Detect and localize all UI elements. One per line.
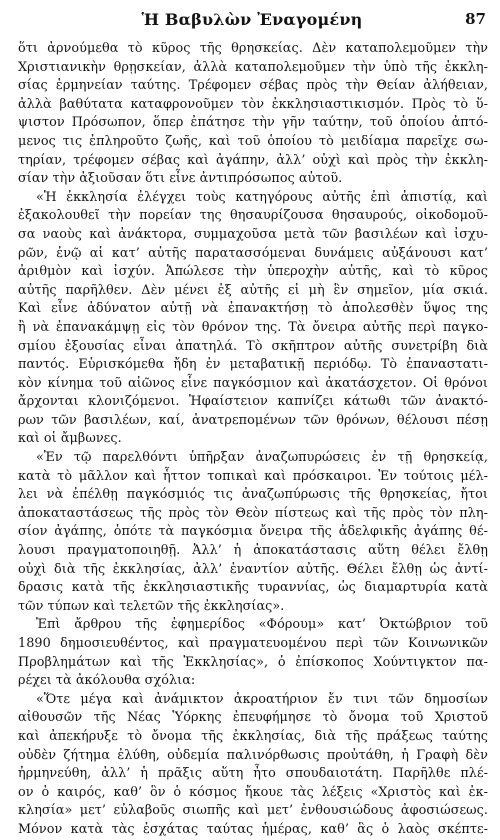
text-line: παντός. Εὑρισκόμεθα ἤδη ἐν μεταβατικῇ περιόδῳ. Τὸ ἐπαναστατι- xyxy=(18,357,488,373)
text-line: ρων τῶν βασιλέων, καί, ἀνατρεπομένων τῶν θρόνων, θέλουσι πέσῃ xyxy=(18,412,488,428)
text-line: Χριστιανικὴν θρῃσκείαν, ἀλλὰ καταπολεμοῦμεν τὴν ὑπὸ τῆς ἐκκλη- xyxy=(18,59,488,75)
text-line: οὐχὶ διὰ τῆς ἐκκλησίας, ἀλλ’ ἐναντίον αὐτῆς. Θέλει ἔλθῃ ὡς ἀντί- xyxy=(18,561,488,577)
page-number: 87 xyxy=(465,10,486,28)
text-line: ἄρχονται κλονιζόμενοι. Ἡφαίστειον καπνίζει κάτωθι τῶν ἀνακτό- xyxy=(18,394,488,410)
text-line: ἐξακολουθεῖ τὴν πορείαν της θησαυρίζουσα θησαυρούς, οἰκοδομοῦ- xyxy=(18,208,488,224)
text-line: κὸν κίνημα τοῦ αἰῶνος εἶνε παγκόσμιον καὶ ἀκατάσχετον. Οἱ θρόνοι xyxy=(18,375,488,391)
text-line: «Ἐν τῷ παρελθόντι ὑπῆρξαν ἀναζωπυρώσεις ἐν τῇ θρησκείᾳ, xyxy=(36,450,488,466)
text-line: 1890 δημοσιευθέντος, καὶ πραγματευομένου περὶ τῶν Κοινωνικῶν xyxy=(18,636,488,651)
text-line: οὐδὲν ζήτημα ἐλύθη, οὐδεμία παλινόρθωσις προὐτάθη, ἡ Γραφὴ δὲν xyxy=(18,747,488,763)
text-line: καὶ ἀπεκήρυξε τὸ ὄνομα τῆς ἐκκλησίας, διὰ τῆς πράξεως ταύτης xyxy=(18,728,488,744)
text-line: κατὰ τὸ μᾶλλον καὶ ἧττον τοπικαὶ καὶ πρόσκαιροι. Ἐν τούτοις μέλ- xyxy=(18,468,488,484)
text-line: ψιστον Πρόσωπον, ὅπερ ἐπάτησε τὴν γῆν ταύτην, τοῦ ὁποίου ἀπτό- xyxy=(18,115,488,131)
text-line: ἠρμηνεύθη, ἀλλ’ ἡ πρᾶξις αὕτη ἦτο σπουδαιοτάτη. Παρῆλθε πλέ- xyxy=(18,766,488,782)
text-line: Μόνον κατὰ τὰς ἐσχάτας ταύτας ἡμέρας, καθ’ ἃς ὁ λαὸς σκέπτε- xyxy=(18,821,488,837)
text-line: ον ὁ καιρός, καθ’ ὃν ὁ κόσμος ἤκουε τὰς λέξεις «Χριστὸς καὶ ἐκ- xyxy=(18,784,488,800)
text-line: λουσι πραγματοποιηθῇ. Ἀλλ’ ἡ ἀποκατάστασις αὕτη θέλει ἔλθῃ xyxy=(18,543,488,559)
text-line: «Ἡ ἐκκλησία ἐλέγχει τοὺς κατηγόρους αὐτῆς ἐπὶ ἀπιστίᾳ, καὶ xyxy=(36,189,488,205)
running-header xyxy=(18,10,486,32)
text-line: ἢ νὰ ἐπανακάμψῃ εἰς τὸν θρόνον της. Τὰ ὄνειρα αὐτῆς περὶ παγκο- xyxy=(18,319,488,335)
text-line: Καὶ εἶνε ἀδύνατον αὐτῇ νὰ ἐπανακτήσῃ τὸ ἀπολεσθὲν ὕψος της xyxy=(18,301,488,317)
text-line: τῶν τύπων καὶ τελετῶν τῆς ἐκκλησίας». xyxy=(18,598,285,614)
text-line: σίαν τὴν ἀξιοῦσαν ὅτι εἶνε ἀντιπρόσωπος αὐτοῦ. xyxy=(18,171,343,187)
text-line: ἀριθμὸν καὶ ἰσχύν. Ἀπώλεσε τὴν ὑπεροχὴν αὐτῆς, καὶ τὸ κῦρος xyxy=(18,264,488,280)
text-line: σμίου ἐξουσίας εἶναι ἀπατηλά. Τὸ σκῆπτρον αὐτῆς συνετρίβη διὰ xyxy=(18,338,488,354)
text-line: Ἐπὶ ἄρθρου τῆς ἐφημερίδος «Φόρουμ» κατ’ Ὀκτώβριον τοῦ xyxy=(36,617,488,633)
body-text xyxy=(18,40,488,840)
text-line: αἰθουσῶν τῆς Νέας Ὑόρκης ἐπευφήμησε τὸ ὄνομα τοῦ Χριστοῦ xyxy=(18,710,488,726)
text-line: ἀποκαταστάσεως τῆς πρὸς τὸν Θεὸν πίστεως καὶ τῆς πρὸς τὸν πλη- xyxy=(18,505,488,521)
text-line: σίας ἑρμηνείαν ταύτης. Τρέφομεν σέβας πρὸς τὴν Θείαν ἀλήθειαν, xyxy=(18,78,488,94)
text-line: κλησία» μετ’ εὐλαβοῦς σιωπῆς καὶ μετ’ ἐνθουσιώδους ἀφοσιώσεως. xyxy=(18,803,488,819)
text-line: ὅτι ἀρνούμεθα τὸ κῦρος τῆς θρησκείας. Δὲν καταπολεμοῦμεν τὴν xyxy=(18,41,488,56)
text-line: καὶ οἱ ἄμβωνες. xyxy=(18,431,122,447)
text-line: μενος τις ἐπληροῦτο ζωῆς, καὶ τοῦ ὁποίου τὸ μειδίαμα παρεῖχε σω- xyxy=(18,133,488,149)
text-line: Προβλημάτων καὶ τῆς Ἐκκλησίας», ὁ ἐπίσκοπος Χούντιγκτον πα- xyxy=(18,654,488,670)
text-line: λει νὰ ἐπέλθῃ παγκόσμιός τις ἀναζωπύρωσις τῆς θρησκείας, ἤτοι xyxy=(18,487,488,503)
text-line: ἀλλὰ βαθύτατα καταφρονοῦμεν τὸν ἐκκλησιαστικισμόν. Πρὸς τὸ ὕ- xyxy=(18,96,488,112)
running-title: Ἡ Βαβυλὼν Ἐναγομένη xyxy=(141,10,363,29)
text-line: ρῶν, ἐνῷ αἱ κατ’ αὐτῆς παρατασσόμεναι δυνάμεις αὐξάνουσι κατ’ xyxy=(18,245,488,261)
text-line: σα ναοὺς καὶ ἀνάκτορα, συμμαχοῦσα μετὰ τῶν βασιλέων καὶ ἰσχυ- xyxy=(18,226,488,242)
text-line: αὐτῆς παρῆλθεν. Δὲν μένει ἐξ αὐτῆς εἰ μὴ ἓν σημεῖον, μία σκιά. xyxy=(18,282,488,298)
text-line: τηρίαν, τρέφομεν σέβας καὶ ἀγάπην, ἀλλ’ οὐχὶ καὶ πρὸς τὴν ἐκκλη- xyxy=(18,152,488,168)
text-line: «Ὅτε μέγα καὶ ἀνάμικτον ἀκροατήριον ἔν τινι τῶν δημοσίων xyxy=(36,691,488,707)
text-line: σίον ἀγάπης, ὁπότε τὰ παγκόσμια ὄνειρα τῆς ἀδελφικῆς ἀγάπης θέ- xyxy=(18,524,488,540)
text-line: δρασις κατὰ τῆς ἐκκλησιαστικῆς τυραννίας, ὡς διαμαρτυρία κατὰ xyxy=(18,580,488,596)
text-line: ρέχει τὰ ἀκόλουθα σχόλια: xyxy=(18,673,196,689)
